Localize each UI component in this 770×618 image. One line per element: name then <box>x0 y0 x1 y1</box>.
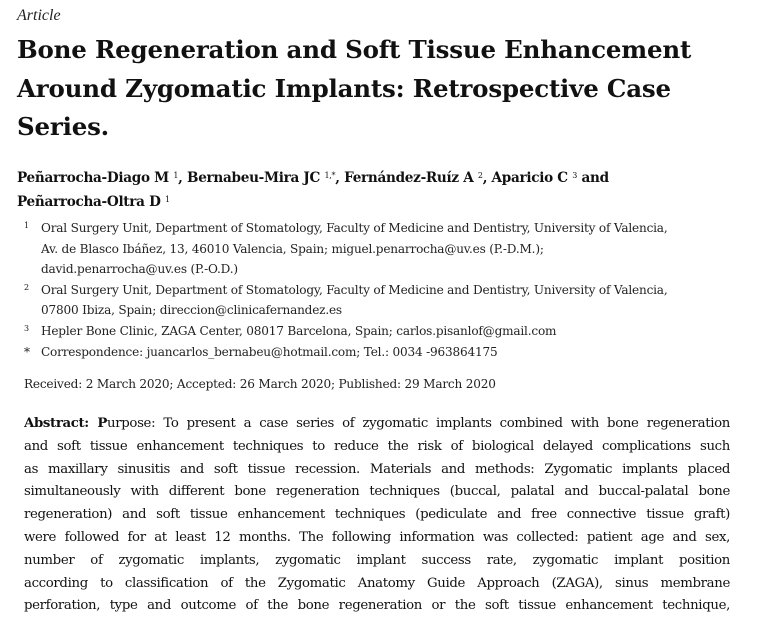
correspondence-item <box>24 342 754 363</box>
abstract-line: and soft tissue enhancement techniques to reduce the risk of biological delayed complications such <box>24 438 730 454</box>
publication-dates: Received: 2 March 2020; Accepted: 26 March 2020; Published: 29 March 2020 <box>24 377 496 391</box>
abstract-line: as maxillary sinusitis and soft tissue recession. Materials and methods: Zygomatic implants placed <box>24 461 730 477</box>
author-affiliation-mark: 1 <box>165 195 170 204</box>
author-name: Peñarrocha-Diago M <box>17 170 169 186</box>
author-name: , Bernabeu-Mira JC <box>178 170 321 186</box>
abstract-text: urpose: To present a case series of zygomatic implants combined with bone regeneration <box>107 416 730 431</box>
abstract-line <box>24 413 730 436</box>
author-name: Peñarrocha-Oltra D <box>17 194 161 210</box>
affiliation-item <box>24 321 754 342</box>
abstract <box>24 413 730 618</box>
author-line <box>17 165 609 189</box>
author-affiliation-mark: 3 <box>572 171 578 180</box>
article-title <box>17 31 757 147</box>
article-type-label: Article <box>17 7 61 24</box>
affiliation-item <box>24 218 754 280</box>
abstract-line: regeneration) and soft tissue enhancement techniques (pediculate and free connective tissue graft) <box>24 507 730 523</box>
author-conjunction: and <box>577 170 609 186</box>
author-affiliation-mark: 2 <box>477 171 483 180</box>
abstract-label: Abstract: P <box>24 416 108 431</box>
correspondence-mark: * <box>24 344 30 359</box>
affiliation-mark: 3 <box>24 323 29 333</box>
author-name: , Fernández-Ruíz A <box>335 170 474 186</box>
affiliation-mark: 1 <box>24 221 29 230</box>
affiliation-line: Oral Surgery Unit, Department of Stomatology, Faculty of Medicine and Dentistry, University of Valencia, <box>41 221 668 235</box>
affiliation-line: Av. de Blasco Ibáñez, 13, 46010 Valencia, Spain; miguel.penarrocha@uv.es (P.-D.M.); <box>41 241 544 256</box>
title-line: Around Zygomatic Implants: Retrospective Case <box>17 73 671 103</box>
title-line: Series. <box>17 112 110 141</box>
correspondence-line: Correspondence: juancarlos_bernabeu@hotmail.com; Tel.: 0034 -963864175 <box>41 344 498 359</box>
author-list <box>17 165 609 213</box>
abstract-line: according to classification of the Zygomatic Anatomy Guide Approach (ZAGA), sinus membrane <box>24 575 730 591</box>
author-name: , Aparicio C <box>482 170 568 186</box>
affiliation-line: Hepler Bone Clinic, ZAGA Center, 08017 Barcelona, Spain; carlos.pisanlof@gmail.com <box>41 323 557 338</box>
affiliation-mark: 2 <box>24 282 29 292</box>
affiliation-line: 07800 Ibiza, Spain; direccion@clinicafernandez.es <box>41 303 342 318</box>
abstract-line: perforation, type and outcome of the bone regeneration or the soft tissue enhancement technique, <box>24 598 730 614</box>
affiliation-line: david.penarrocha@uv.es (P.-O.D.) <box>41 262 238 277</box>
author-affiliation-mark: 1,* <box>324 171 336 180</box>
affiliation-line: Oral Surgery Unit, Department of Stomatology, Faculty of Medicine and Dentistry, University of Valencia, <box>41 282 668 297</box>
title-line: Bone Regeneration and Soft Tissue Enhancement <box>17 35 692 64</box>
abstract-line: number of zygomatic implants, zygomatic implant success rate, zygomatic implant position <box>24 552 730 568</box>
abstract-line: were followed for at least 12 months. The following information was collected: patient age and sex, <box>24 529 730 545</box>
author-affiliation-mark: 1 <box>173 171 179 180</box>
affiliations <box>24 218 754 362</box>
abstract-line: simultaneously with different bone regeneration techniques (buccal, palatal and buccal-palatal bone <box>24 484 730 500</box>
author-line <box>17 189 609 213</box>
affiliation-item <box>24 280 754 321</box>
